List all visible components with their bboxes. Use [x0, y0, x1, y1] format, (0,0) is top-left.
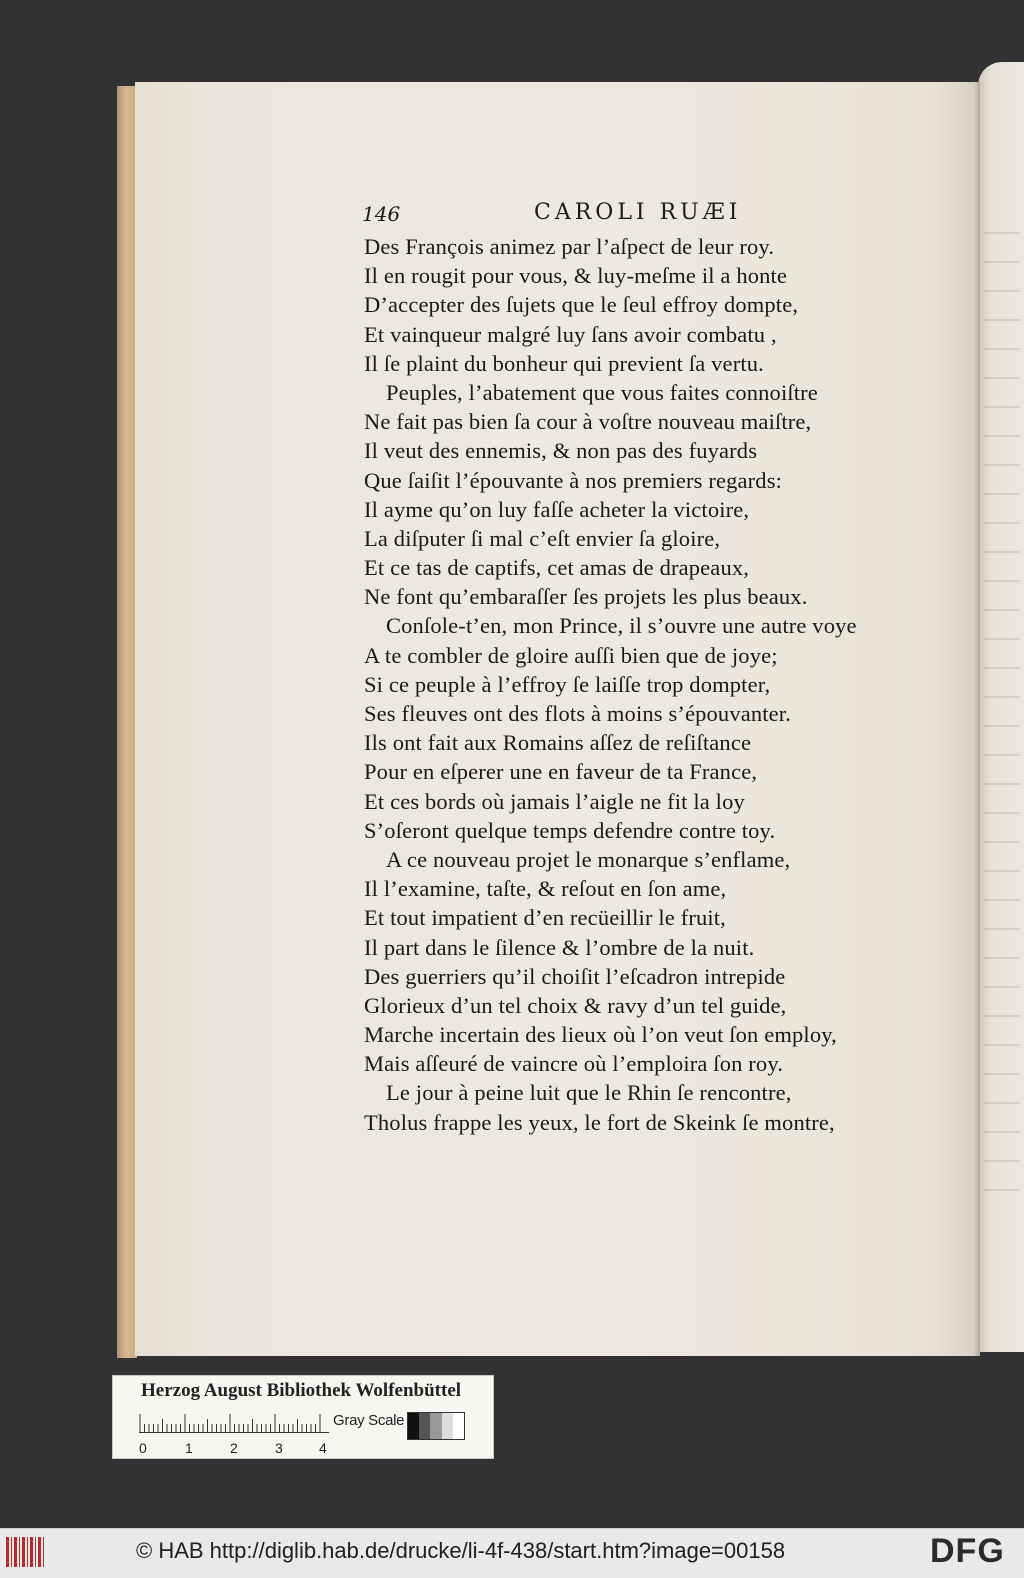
verse-line: Glorieux d’un tel choix & ravy d’un tel guide,	[364, 992, 787, 1018]
verse-line: Le jour à peine luit que le Rhin ſe rencontre,	[386, 1080, 792, 1106]
page-binding-edge	[117, 86, 137, 1358]
measurement-ruler	[139, 1412, 329, 1433]
verse-line: A ce nouveau projet le monarque s’enflame,	[386, 846, 791, 872]
verse-line: A te combler de gloire auſſi bien que de joye;	[364, 642, 778, 668]
verse-line: Ne fait pas bien ſa cour à voſtre nouveau maiſtre,	[364, 409, 812, 435]
verse-line: Peuples, l’abatement que vous faites connoiſtre	[386, 379, 818, 405]
verse-line: Et tout impatient d’en recüeillir le fruit,	[364, 905, 726, 931]
verse-line: Conſole-t’en, mon Prince, il s’ouvre une autre voye	[386, 613, 857, 639]
adjacent-page-text-shadow	[984, 210, 1020, 1210]
ruler-number: 1	[185, 1440, 193, 1456]
verse-line: Pour en eſperer une en faveur de ta France,	[364, 759, 758, 785]
verse-line: Ils ont fait aux Romains aſſez de reſiſtance	[364, 730, 752, 756]
copyright-link[interactable]: © HAB http://diglib.hab.de/drucke/li-4f-438/start.htm?image=00158	[136, 1538, 786, 1563]
verse-line: D’accepter des ſujets que le ſeul effroy dompte,	[364, 292, 799, 318]
verse-line: Et ces bords où jamais l’aigle ne fit la loy	[364, 788, 745, 814]
library-name: Herzog August Bibliothek Wolfenbüttel	[141, 1380, 462, 1401]
footer-bar	[0, 1528, 1024, 1578]
verse-line: La diſputer ſi mal c’eſt envier ſa gloire,	[364, 525, 721, 551]
verse-line: Des guerriers qu’il choiſit l’eſcadron intrepide	[364, 963, 786, 989]
verse-line: Des François animez par l’aſpect de leur roy.	[364, 234, 775, 259]
verse-line: Il en rougit pour vous, & luy-meſme il a honte	[364, 263, 788, 289]
verse-line: Et vainqueur malgré luy ſans avoir combatu ,	[364, 321, 777, 347]
gray-scale-label: Gray Scale	[333, 1412, 405, 1429]
verse-line: Ses fleuves ont des flots à moins s’épouvanter.	[364, 701, 791, 726]
ruler-ticks	[139, 1412, 329, 1432]
gray-scale-swatch	[407, 1412, 465, 1440]
running-head: CAROLI RUÆI	[534, 200, 742, 225]
ruler-number: 0	[139, 1440, 147, 1456]
poem-text	[364, 232, 964, 1137]
verse-line: Ne font qu’embaraſſer ſes projets les plus beaux.	[364, 584, 808, 610]
verse-line: Il ayme qu’on luy faſſe acheter la victoire,	[364, 496, 750, 522]
verse-line: Et ce tas de captifs, cet amas de drapeaux,	[364, 555, 750, 581]
library-color-chart	[112, 1375, 494, 1459]
verse-line: Mais aſſeuré de vaincre où l’emploira ſon roy.	[364, 1051, 784, 1077]
verse-line: Si ce peuple à l’effroy ſe laiſſe trop dompter,	[364, 671, 771, 697]
verse-line: Il veut des ennemis, & non pas des fuyards	[364, 438, 758, 464]
dfg-logo: DFG	[930, 1532, 1005, 1570]
ruler-number: 3	[275, 1440, 283, 1456]
page-number: 146	[362, 202, 401, 226]
verse-line: Il l’examine, taſte, & reſout en ſon ame,	[364, 876, 727, 902]
page-header	[362, 196, 802, 230]
verse-line: Il part dans le ſilence & l’ombre de la nuit.	[364, 934, 755, 960]
ruler-number: 4	[319, 1440, 327, 1456]
verse-line: Il ſe plaint du bonheur qui previent ſa vertu.	[364, 350, 764, 376]
hab-logo-icon	[6, 1537, 44, 1567]
verse-line: Tholus frappe les yeux, le fort de Skeink ſe montre,	[364, 1109, 835, 1135]
verse-line: Marche incertain des lieux où l’on veut ſon employ,	[364, 1022, 837, 1048]
verse-line: Que ſaiſit l’épouvante à nos premiers regards:	[364, 467, 783, 493]
ruler-number: 2	[230, 1440, 238, 1456]
verse-line: S’oſeront quelque temps defendre contre toy.	[364, 817, 776, 843]
